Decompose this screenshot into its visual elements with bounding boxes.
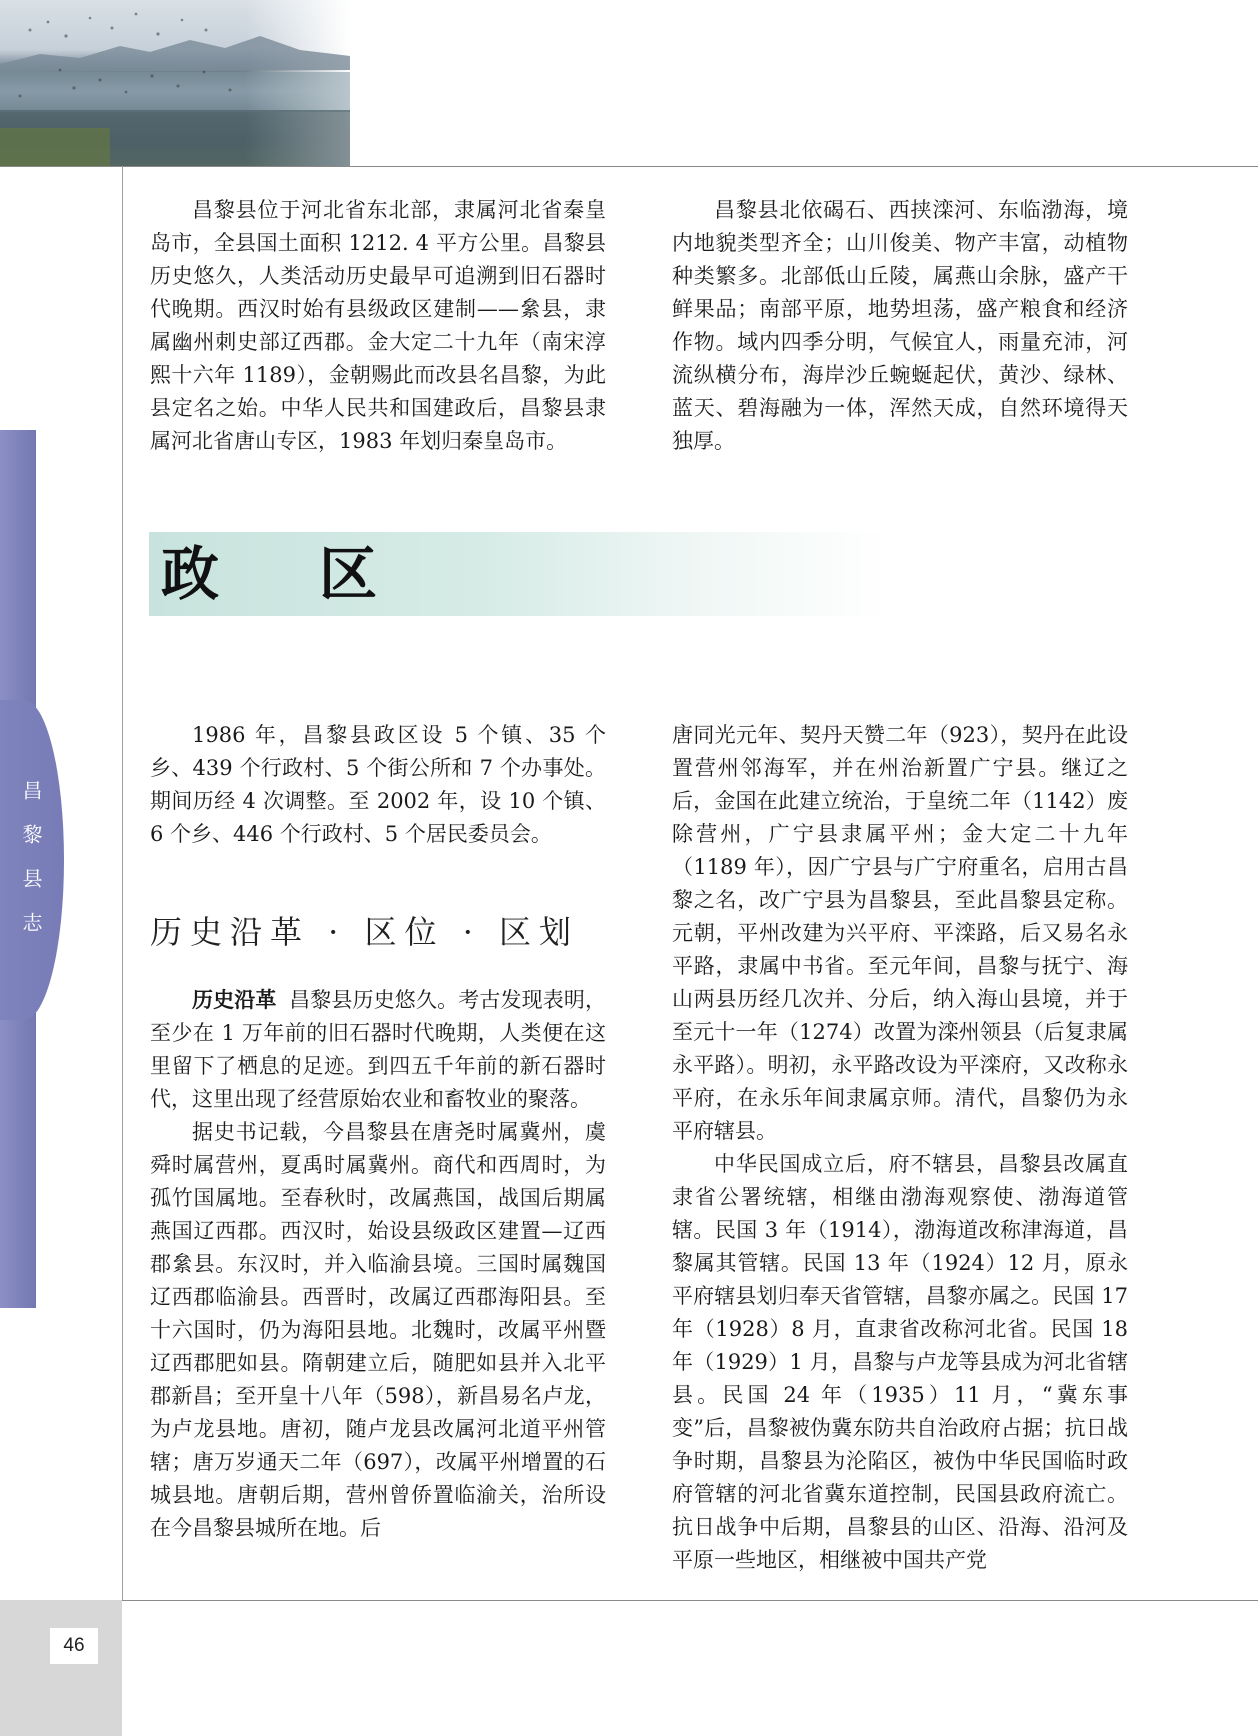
header-rule xyxy=(0,166,1258,167)
subsection-heading: 历史沿革 · 区位 · 区划 xyxy=(150,913,580,951)
side-tab-text: 昌黎县志 xyxy=(19,780,43,956)
footer-band xyxy=(0,1600,122,1736)
header-landscape-photo xyxy=(0,0,350,166)
body-left-paragraph-1: 1986 年，昌黎县政区设 5 个镇、35 个乡、439 个行政村、5 个街公所和 7 个办事处。期间历经 4 次调整。至 2002 年，设 10 个镇、6 个乡、446 个行政村、5 个居民委员会。 xyxy=(150,723,606,846)
body-left-column xyxy=(150,719,606,1545)
intro-left-paragraph: 昌黎县位于河北省东北部，隶属河北省秦皇岛市，全县国土面积 1212. 4 平方公里。昌黎县历史悠久，人类活动历史最早可追溯到旧石器时代晚期。西汉时始有县级政区建制——絫县，隶属幽州刺史部辽西郡。金大定二十九年（南宋淳熙十六年 1189），金朝赐此而改县名昌黎，为此县定名之始。中华人民共和国建政后，昌黎县隶属河北省唐山专区，1983 年划归秦皇岛市。 xyxy=(150,198,606,453)
body-right-paragraph-2: 中华民国成立后，府不辖县，昌黎县改属直隶省公署统辖，相继由渤海观察使、渤海道管辖。民国 3 年（1914），渤海道改称津海道，昌黎属其管辖。民国 13 年（1924）12 月，原永平府辖县划归奉天省管辖，昌黎亦属之。民国 17 年（1928）8 月，直隶省改称河北省。民国 18 年（1929）1 月，昌黎与卢龙等县成为河北省辖县。民国 24 年（1935）11 月，“冀东事变”后，昌黎被伪冀东防共自治政府占据；抗日战争时期，昌黎县为沦陷区，被伪中华民国临时政府管辖的河北省冀东道控制，民国县政府流亡。抗日战争中后期，昌黎县的山区、沿海、沿河及平原一些地区，相继被中国共产党 xyxy=(672,1152,1128,1572)
section-banner xyxy=(149,532,889,616)
section-title xyxy=(161,536,377,612)
intro-right-paragraph: 昌黎县北依碣石、西挟滦河、东临渤海，境内地貌类型齐全；山川俊美、物产丰富，动植物种类繁多。北部低山丘陵，属燕山余脉，盛产干鲜果品；南部平原，地势坦荡，盛产粮食和经济作物。域内四季分明，气候宜人，雨量充沛，河流纵横分布，海岸沙丘蜿蜒起伏，黄沙、绿林、蓝天、碧海融为一体，浑然天成，自然环境得天独厚。 xyxy=(672,198,1128,453)
footer-rule xyxy=(122,1600,1258,1601)
body-left-paragraph-3: 据史书记载，今昌黎县在唐尧时属冀州，虞舜时属营州，夏禹时属冀州。商代和西周时，为孤竹国属地。至春秋时，改属燕国，战国后期属燕国辽西郡。西汉时，始设县级政区建置—辽西郡絫县。东汉时，并入临渝县境。三国时属魏国辽西郡临渝县。西晋时，改属辽西郡海阳县。至十六国时，仍为海阳县地。北魏时，改属平州暨辽西郡肥如县。隋朝建立后，随肥如县并入北平郡新昌；至开皇十八年（598），新昌易名卢龙，为卢龙县地。唐初，随卢龙县改属河北道平州管辖；唐万岁通天二年（697），改属平州增置的石城县地。唐朝后期，营州曾侨置临渝关，治所设在今昌黎县城所在地。后 xyxy=(150,1120,606,1540)
page-number: 46 xyxy=(50,1628,98,1664)
body-right-column xyxy=(672,719,1128,1577)
intro-right-column xyxy=(672,194,1128,458)
body-left-paragraph-2-text: 昌黎县历史悠久。考古发现表明，至少在 1 万年前的旧石器时代晚期，人类便在这里留下了栖息的足迹。到四五千年前的新石器时代，这里出现了经营原始农业和畜牧业的聚落。 xyxy=(150,988,607,1111)
intro-left-column xyxy=(150,194,606,458)
body-left-paragraph-2 xyxy=(150,983,606,1116)
section-title-char-2: 区 xyxy=(319,540,378,608)
body-right-paragraph-1: 唐同光元年、契丹天赞二年（923），契丹在此设置营州邻海军，并在州治新置广宁县。继辽之后，金国在此建立统治，于皇统二年（1142）废除营州，广宁县隶属平州；金大定二十九年（1189 年），因广宁县与广宁府重名，启用古昌黎之名，改广宁县为昌黎县，至此昌黎县定称。元朝，平州改建为兴平府、平滦路，后又易名永平路，隶属中书省。至元年间，昌黎与抚宁、海山两县历经几次并、分后，纳入海山县境，并于至元十一年（1274）改置为滦州领县（后复隶属永平路）。明初，永平路改设为平滦府，又改称永平府，在永乐年间隶属京师。清代，昌黎仍为永平府辖县。 xyxy=(672,723,1128,1143)
run-in-heading: 历史沿革 xyxy=(192,987,277,1012)
margin-rule xyxy=(122,166,123,1600)
section-title-char-1: 政 xyxy=(161,540,220,608)
